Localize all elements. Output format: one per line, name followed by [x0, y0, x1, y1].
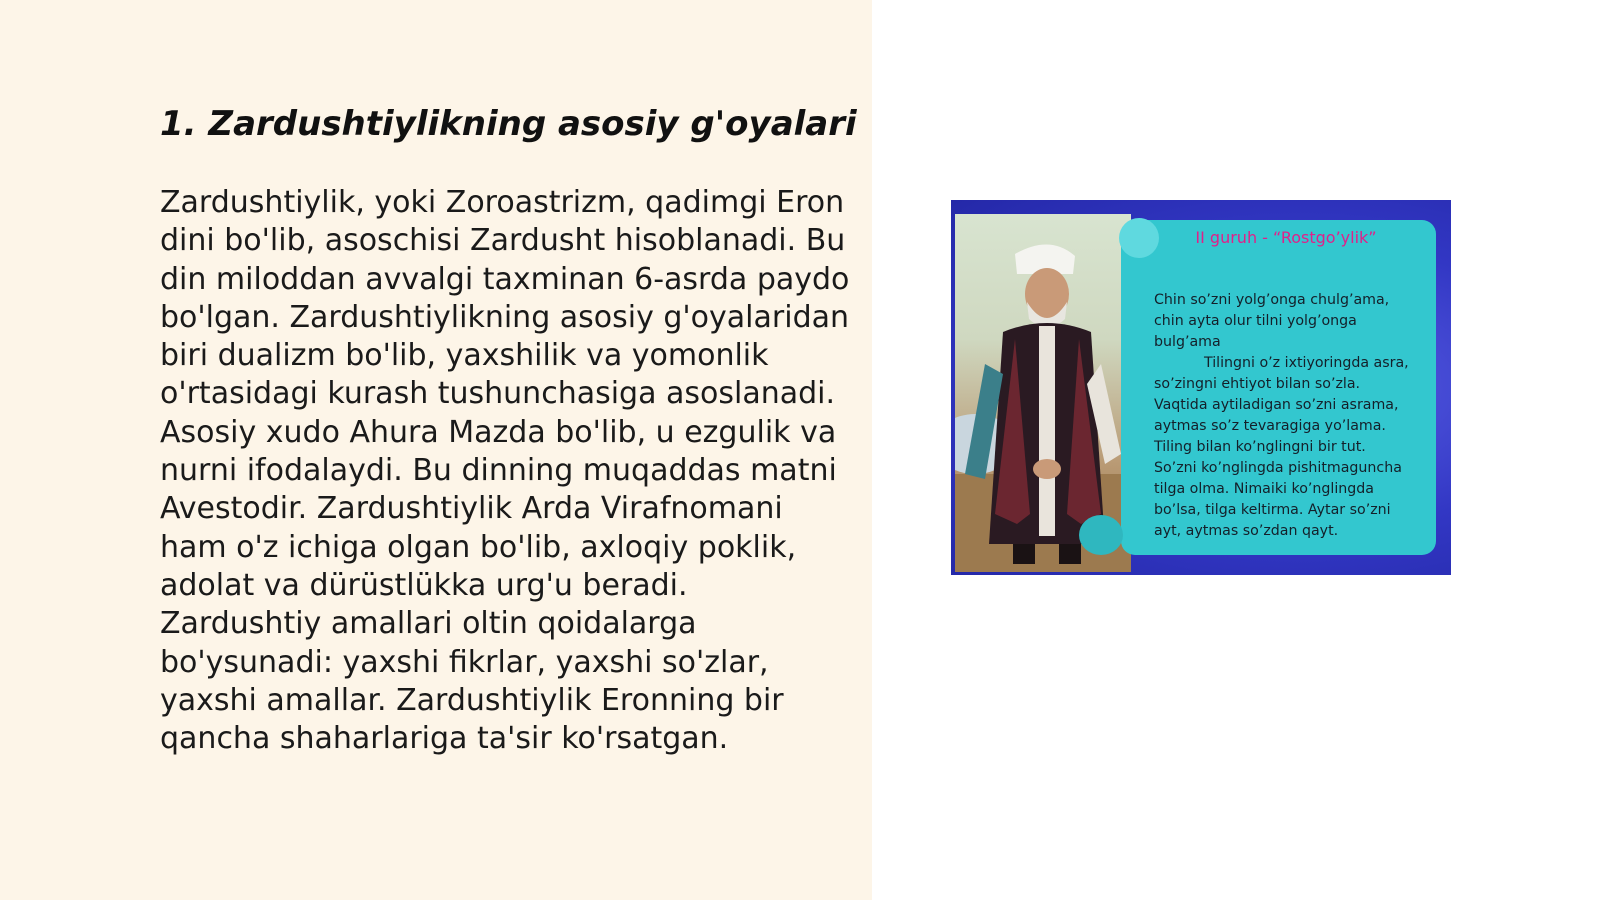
scroll-line: ayt, aytmas so’zdan qayt. [1154, 523, 1339, 539]
scroll-line: Chin so’zni yolg’onga chulg’ama, [1154, 292, 1390, 308]
scroll-line: chin ayta olur tilni yolg’onga [1154, 313, 1357, 329]
scroll-line: Tiling bilan ko’nglingni bir tut. [1154, 439, 1366, 455]
slide-body-text: Zardushtiylik, yoki Zoroastrizm, qadimgi Eron dini bo'lib, asoschisi Zardusht hisoblanadi. Bu din miloddan avvalgi taxminan 6-asrda paydo bo'lgan. Zardushtiylikning asosiy g'oyalaridan biri dualizm bo'lib, yaxshilik va yomonlik o'rtasidagi kurash tushunchasiga asoslanadi. Asosiy xudo Ahura Mazda bo'lib, u ezgulik va nurni ifodalaydi. Bu dinning muqaddas matni Avestodir. Zardushtiylik Arda Virafnomani ham o'z ichiga olgan bo'lib, axloqiy poklik, adolat va dürüstlükka urg'u beradi. Zardushtiy amallari oltin qoidalarga bo'ysunadi: yaxshi fikrlar, yaxshi so'zlar, yaxshi amallar. Zardushtiylik Eronning bir qancha shaharlariga ta'sir ko'rsatgan. [160, 185, 850, 757]
scroll-line: Vaqtida aytiladigan so’zni asrama, [1154, 397, 1399, 413]
scroll-curl-bottom [1079, 515, 1123, 555]
scroll-line: so’zingni ehtiyot bilan so’zla. [1154, 376, 1361, 392]
scroll-line: tilga olma. Nimaiki ko’nglingda [1154, 481, 1374, 497]
scroll-line: Tilingni o’z ixtiyoringda asra, [1204, 355, 1409, 371]
scroll-heading: II guruh - “Rostgo’ylik” [1195, 228, 1377, 247]
scroll-text [1154, 290, 1429, 542]
scroll-line: aytmas so’z tevaragiga yo’lama. [1154, 418, 1386, 434]
scroll-line: bo’lsa, tilga keltirma. Aytar so’zni [1154, 502, 1391, 518]
slide-title: 1. Zardushtiylikning asosiy g'oyalari [160, 104, 857, 144]
illustration-image [951, 200, 1451, 575]
scroll-line: So’zni ko’nglingda pishitmaguncha [1154, 460, 1402, 476]
scroll-line: bulg’ama [1154, 334, 1221, 350]
